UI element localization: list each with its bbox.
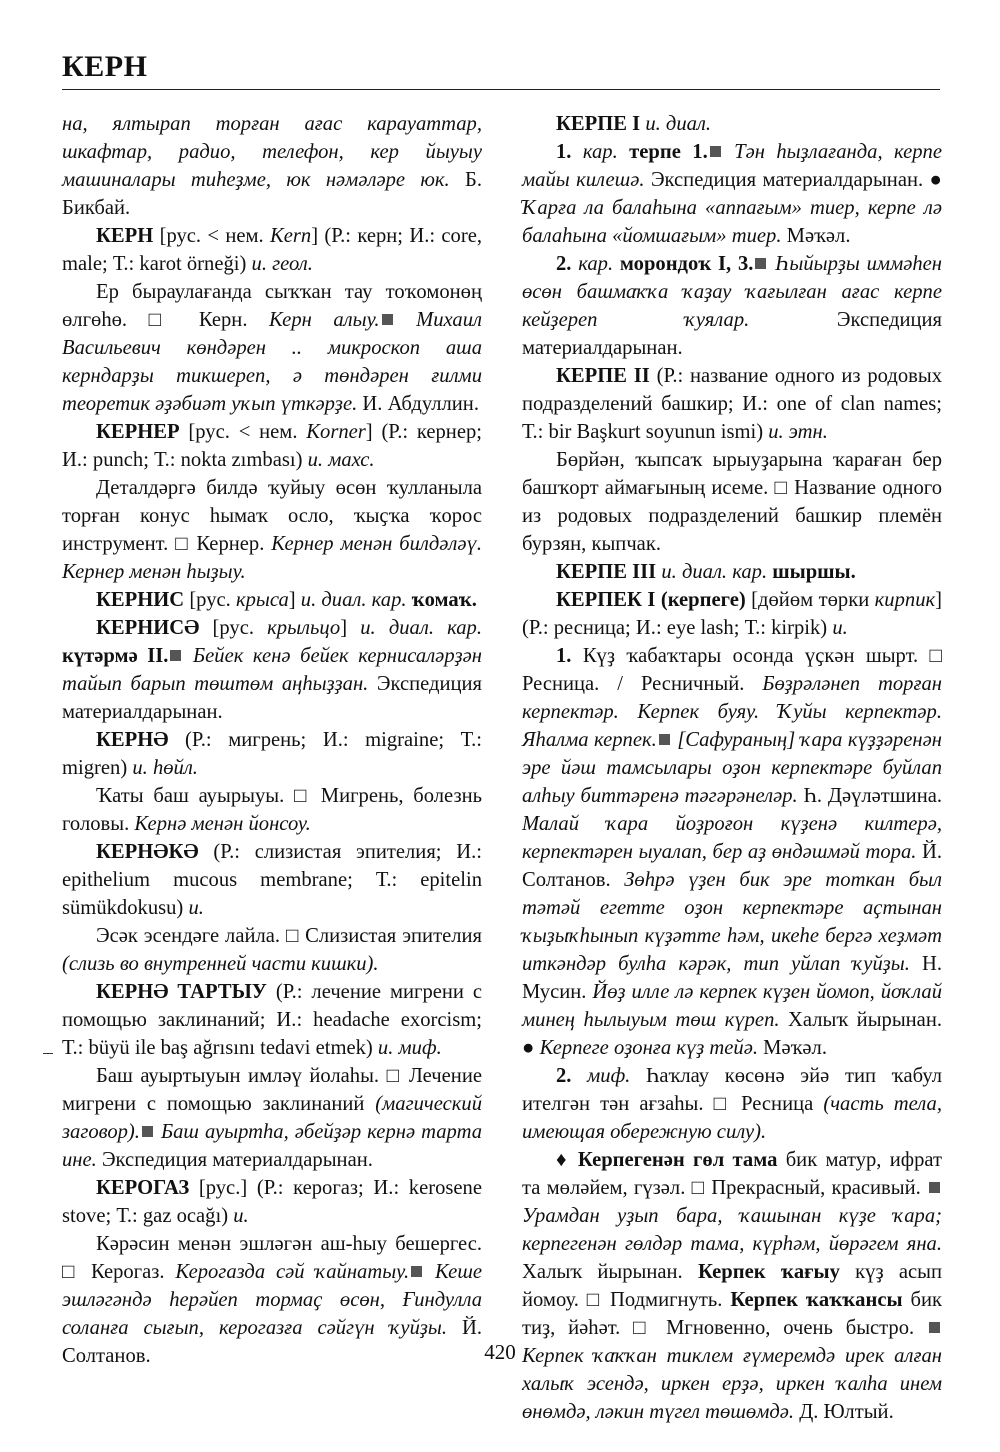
- headword-text: 2.: [556, 1065, 588, 1087]
- italic-text: и. диал. кар.: [656, 561, 768, 583]
- plain-text: Й. Солтанов.: [522, 841, 943, 891]
- plain-text: Эсәк эсендәге лайла. □ Слизистая эпителия: [96, 925, 482, 947]
- entry-kernaka: [62, 838, 482, 922]
- plain-text: (Р.: название одного из родовых подразделений башкир; И.: one of clan names; Т.: bir Başkurt soyunun ismi): [522, 365, 942, 443]
- headword-text: КЕРНӘ: [96, 729, 169, 751]
- italic-text: (слизь во внутренней части кишки).: [62, 953, 379, 975]
- italic-text: (магический заговор).: [62, 1093, 482, 1143]
- headword-text: КЕРНӘКӘ: [96, 841, 199, 863]
- square-marker-icon: [755, 258, 766, 269]
- headword-text: КЕРОГАЗ: [96, 1177, 190, 1199]
- entry-continuation: [62, 110, 482, 222]
- plain-text: Деталдәргә билдә ҡуйыу өсөн ҡулланыла торған конус һымаҡ осло, ҡыҫҡа ҡорос инструмент. □ Кернер.: [62, 477, 482, 555]
- plain-text: бик тиҙ, йәһәт. □ Мгновенно, очень быстро.: [522, 1289, 942, 1339]
- headword-text: 1.: [556, 141, 583, 163]
- headword-text: КЕРНИСӘ: [96, 617, 200, 639]
- page-number: 420: [484, 1340, 516, 1364]
- entry-kerpe-3: [522, 558, 942, 586]
- definition-kerner: [62, 474, 482, 586]
- headword-text: 2.: [556, 253, 579, 275]
- plain-text: Ҡаты баш ауырыуы. □ Мигрень, болезнь головы.: [62, 785, 482, 835]
- italic-text: Керогазда сәй ҡайнатыу.: [175, 1261, 410, 1283]
- plain-text: [рус.: [199, 617, 268, 639]
- plain-text: (Р.: мигрень; И.: migraine; Т.: migren): [62, 729, 482, 779]
- italic-text: Кернә менән йонсоу.: [134, 813, 311, 835]
- entry-kernisa: [62, 614, 482, 726]
- page-header-headword: КЕРН: [62, 50, 148, 83]
- plain-text: бик матур, ифрат та мөләйем, гүзәл. □ Прекрасный, красивый.: [522, 1149, 943, 1199]
- definition-kern: [62, 278, 482, 418]
- plain-text: [рус.] (Р.: керогаз; И.: kerosene stove; Т.: gaz ocağı): [62, 1177, 482, 1227]
- italic-text: Керн алыу.: [269, 309, 380, 331]
- plain-text: Экспедиция материалдарынан.: [62, 673, 482, 723]
- plain-text: Ер быраулағанда сыҡҡан тау тоҡомонөң өлгөһө. □ Керн.: [62, 281, 482, 331]
- italic-text: и. этн.: [768, 421, 828, 443]
- headword-text: КЕРПЕ III: [556, 561, 657, 583]
- plain-text: [дөйөм төрки: [745, 589, 875, 611]
- headword-text: морондоҡ I, 3.: [613, 253, 754, 275]
- header-rule: [62, 89, 940, 90]
- square-marker-icon: [411, 1266, 422, 1277]
- italic-text: Зөһрә үҙен бик эре тоткан был тәтәй егетте оҙон керпектәре аҫтынан ҡыҙыҡһынып күҙәтте һәм, икеһе бергә хеҙмәт иткәндәр булһа кәрәк, тип уйлап ҡуйҙы.: [522, 869, 942, 975]
- plain-text: Баш ауыртыуын имләү йолаһы. □ Лечение мигрени с помощью заклинаний: [62, 1065, 482, 1115]
- definition-kernaka: [62, 922, 482, 978]
- idioms-kerpek: [522, 1146, 942, 1426]
- sense-kerpe-1-2: [522, 250, 942, 362]
- headword-text: КЕРНЕР: [96, 421, 180, 443]
- italic-text: Кернер менән билдәләү. Кернер менән һыҙыу.: [62, 533, 483, 583]
- plain-text: Й. Солтанов.: [62, 1317, 482, 1367]
- headword-text: ♦ Керпегенән гөл тама: [556, 1149, 778, 1171]
- entry-kerpe-1: [522, 110, 942, 138]
- entry-kerogaz: [62, 1174, 482, 1230]
- headword-text: КЕРН: [96, 225, 154, 247]
- plain-text: Экспедиция материалдарынан.: [522, 309, 942, 359]
- left-column: [62, 110, 482, 1370]
- italic-text: и. махс.: [307, 449, 375, 471]
- plain-text: ] (Р.: керн; И.: core, male; Т.: karot örneği): [62, 225, 482, 275]
- italic-text: и. геол.: [251, 253, 313, 275]
- plain-text: күҙ асып йомоу. □ Подмигнуть.: [522, 1261, 942, 1311]
- italic-text: Керпеге оҙонға күҙ тейә.: [539, 1037, 758, 1059]
- square-marker-icon: [710, 146, 721, 157]
- plain-text: Мәҡәл.: [758, 1037, 827, 1059]
- plain-text: ]: [288, 589, 301, 611]
- definition-kerna-tartyu: [62, 1062, 482, 1174]
- italic-text: кар.: [578, 253, 614, 275]
- italic-text: и.: [832, 617, 848, 639]
- plain-text: Һаҡлау көсөнә эйә тип ҡабул ителгән тән ағзаһы. □ Ресница: [522, 1065, 942, 1115]
- headword-text: күтәрмә II.: [62, 645, 169, 667]
- headword-text: КЕРНИС: [96, 589, 185, 611]
- italic-text: и. һөйл.: [132, 757, 198, 779]
- right-column: [522, 110, 942, 1426]
- plain-text: Н. Мусин.: [522, 953, 943, 1003]
- plain-text: [рус.: [184, 589, 236, 611]
- entry-kern: [62, 222, 482, 278]
- plain-text: Мәҡәл.: [781, 225, 851, 247]
- headword-text: КЕРПЕ II: [556, 365, 650, 387]
- square-marker-icon: [142, 1126, 153, 1137]
- italic-text: и.: [233, 1205, 249, 1227]
- italic-text: крыса: [235, 589, 289, 611]
- headword-text: шыршы.: [767, 561, 856, 583]
- italic-text: Тән һыҙлағанда, керпе майы килешә.: [522, 141, 942, 191]
- italic-text: [Сафураның] ҡара күҙҙәренән эре йәш тамсылары оҙон керпектәре буйлап алһыу биттәренә тәгәрәнеләр.: [522, 729, 942, 807]
- sense-kerpek-2: [522, 1062, 942, 1146]
- headword-text: 1.: [556, 645, 572, 667]
- square-marker-icon: [929, 1322, 940, 1333]
- plain-text: Экспедиция материалдарынан.: [96, 1149, 373, 1171]
- entry-kernis: [62, 586, 482, 614]
- headword-text: Керпек ҡаҡҡансы: [730, 1289, 903, 1311]
- italic-text: Керпек ҡаҡҡан тиклем ғүмеремдә ирек алған халыҡ эсендә, иркен ерҙә, иркен ҡалһа инем өнөмдә, ләкин түгел төшөмдә.: [522, 1345, 942, 1423]
- italic-text: Михаил Васильевич көндәрен .. микроскоп аша керндарҙы тикшереп, ә төндәрен ғилми теоретик әҙәбиәт уҡып үткәрҙе.: [62, 309, 482, 415]
- square-marker-icon: [929, 1182, 940, 1193]
- italic-text: и. диал.: [640, 113, 712, 135]
- plain-text: Күҙ ҡабаҡтары осонда үҫкән шырт. □ Ресница. / Ресничный.: [522, 645, 942, 695]
- plain-text: ] (Р.: кернер; И.: punch; Т.: nokta zımbası): [62, 421, 482, 471]
- plain-text: (Р.: лечение мигрени с помощью заклинаний; И.: headache exorcism; Т.: büyü ile baş ağrısını tedavi etmek): [62, 981, 483, 1059]
- italic-text: кирпик: [874, 589, 936, 611]
- margin-mark: [43, 1053, 53, 1054]
- plain-text: [рус. < нем.: [153, 225, 271, 247]
- entry-kerpek-1: [522, 586, 942, 642]
- plain-text: ] (Р.: ресница; И.: eye lash; Т.: kirpik): [522, 589, 942, 639]
- plain-text: Кәрәсин менән эшләгән аш-һыу бешергес. □ Керогаз.: [62, 1233, 482, 1283]
- plain-text: Экспедиция материалдарынан. ●: [644, 169, 942, 191]
- plain-text: Халыҡ йырынан.: [522, 1261, 698, 1283]
- entry-kerner: [62, 418, 482, 474]
- italic-text: Бейек кенә бейек кернисаләрҙән тайып барып төштөм аңһыҙҙан.: [62, 645, 483, 695]
- headword-text: КЕРПЕ I: [556, 113, 641, 135]
- plain-text: Һ. Дәүләтшина.: [797, 785, 942, 807]
- italic-text: Йөҙ илле лә керпек күҙен йомоп, йоҡлай минең һылыуым төш күреп.: [522, 981, 942, 1031]
- headword-text: Керпек ҡағыу: [697, 1261, 840, 1283]
- plain-text: Бөрйән, ҡыпсаҡ ырыуҙарына ҡараған бер башҡорт аймағының исеме. □ Название одного из родовых подразделений башкир племён бурзян, кыпчак.: [522, 449, 942, 555]
- square-marker-icon: [659, 734, 670, 745]
- plain-text: Д. Юлтый.: [794, 1401, 894, 1423]
- italic-text: Ҡарға ла балаһына «аппағым» тиер, керпе лә балаһына «йомшағым» тиер.: [522, 197, 942, 247]
- entry-kerpe-2: [522, 362, 942, 446]
- headword-text: ҡомаҡ.: [406, 589, 477, 611]
- italic-text: Бөҙрәләнеп торған керпектәр. Керпек буяу. Ҡуйы керпектәр. Яһалма керпек.: [522, 673, 942, 751]
- italic-text: (часть тела, имеющая обережную силу).: [522, 1093, 942, 1143]
- italic-text: и. диал. кар.: [360, 617, 482, 639]
- plain-text: ]: [340, 617, 361, 639]
- headword-text: КЕРНӘ ТАРТЫУ: [96, 981, 267, 1003]
- square-marker-icon: [382, 314, 393, 325]
- italic-text: Малай ҡара йоҙроғон күҙенә килтерә, керпектәрен ыуалап, бер аҙ өндәшмәй тора.: [522, 813, 942, 863]
- headword-text: КЕРПЕК I (керпеге): [556, 589, 746, 611]
- entry-kerna-tartyu: [62, 978, 482, 1062]
- italic-text: на, ялтырап торған ағас карауаттар, шкафтар, радио, телефон, кер йыуыу машиналары тиһеҙме, юк нәмәләре юк.: [62, 113, 482, 191]
- italic-text: Баш ауыртһа, әбейҙәр кернә тарта ине.: [62, 1121, 482, 1171]
- italic-text: Кеше эшләгәндә һерәйеп тормаҫ өсөн, Ғиндулла соланға сығып, керогазға сәйгүн ҡуйҙы.: [62, 1261, 483, 1339]
- italic-text: Һыйырҙы иммәһен өсөн башмаҡҡа ҡаҙау ҡағылған ағас керпе кейҙереп ҡуялар.: [522, 253, 943, 331]
- entry-kerna: [62, 726, 482, 782]
- italic-text: Kern: [270, 225, 312, 247]
- square-marker-icon: [170, 650, 181, 661]
- italic-text: крыльцо: [267, 617, 341, 639]
- plain-text: И. Абдуллин.: [357, 393, 479, 415]
- plain-text: (Р.: слизистая эпителия; И.: epithelium mucous membrane; Т.: epitelin sümükdokusu): [62, 841, 482, 919]
- definition-kerna: [62, 782, 482, 838]
- italic-text: Урамдан уҙып бара, ҡашынан күҙе ҡара; керпегенән гөлдәр тама, күрһәм, йөрәгем яна.: [522, 1205, 942, 1255]
- italic-text: и. миф.: [377, 1037, 442, 1059]
- sense-kerpek-1: [522, 642, 942, 1062]
- plain-text: [рус. < нем.: [179, 421, 307, 443]
- italic-text: и. диал. кар.: [300, 589, 407, 611]
- italic-text: и.: [188, 897, 204, 919]
- sense-kerpe-1-1: [522, 138, 942, 250]
- italic-text: кар.: [582, 141, 618, 163]
- italic-text: миф.: [587, 1065, 631, 1087]
- plain-text: Халыҡ йырынан. ●: [522, 1009, 942, 1059]
- plain-text: Б. Бикбай.: [62, 169, 483, 219]
- definition-kerpe-2: [522, 446, 942, 558]
- headword-text: терпе 1.: [617, 141, 708, 163]
- italic-text: Korner: [306, 421, 366, 443]
